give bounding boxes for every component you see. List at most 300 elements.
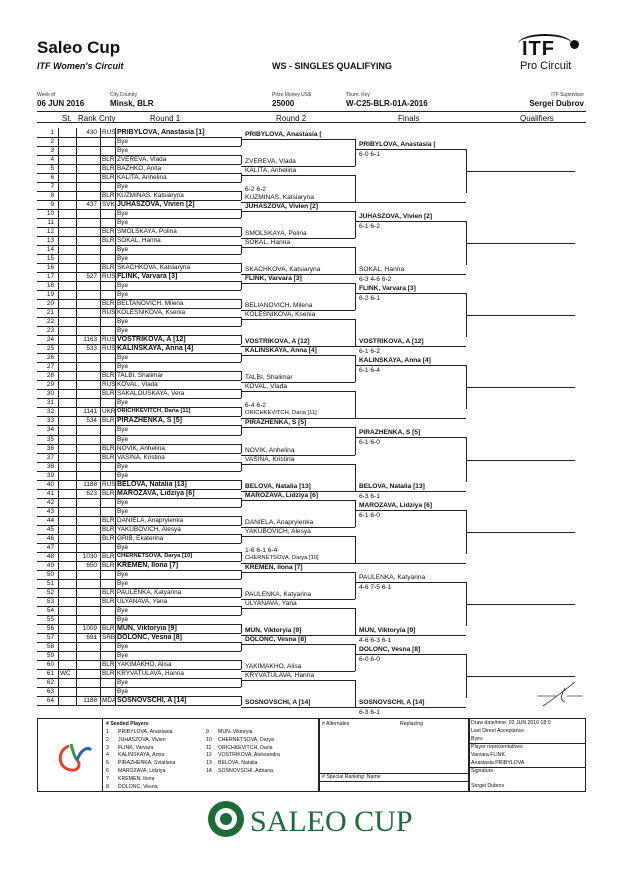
round1-player[interactable]: PAULENKA, Katyarina [117, 589, 182, 597]
signature-label: Signature [471, 768, 494, 774]
round1-player[interactable]: FLINK, Varvara [3] [117, 272, 178, 280]
round2-player[interactable]: PRIBYLOVA, Anastasia [ [245, 130, 322, 138]
round1-player[interactable]: Bye [117, 182, 129, 190]
seed-player: DOLONC, Vesna [118, 783, 158, 790]
entry-status [60, 290, 75, 299]
round1-player[interactable]: Bye [117, 580, 129, 587]
round1-player[interactable]: KRYVATULAVA, Hanna [117, 670, 184, 678]
entry-status [60, 191, 75, 200]
draw-position: 34 [46, 426, 54, 434]
draw-position: 3 [50, 146, 54, 154]
bracket-connector [241, 660, 242, 669]
round1-player[interactable]: KALINSKAYA, Anna [4] [117, 345, 194, 353]
bracket-connector [241, 227, 242, 236]
player-country: BLR [102, 534, 115, 542]
round2-player[interactable]: DOLONC, Vesna [8] [245, 636, 307, 644]
round1-player[interactable]: KOLESNIKOVA, Ksenia [117, 309, 186, 317]
bracket-connector [241, 624, 242, 633]
player-country [102, 398, 114, 407]
round1-player[interactable]: KUZMINAS, Katsiaryna [117, 191, 184, 199]
draw-position: 53 [46, 598, 54, 606]
player-rank [76, 362, 97, 371]
bracket-connector [355, 175, 356, 202]
round1-player[interactable]: KALITA, Anhelina [117, 173, 167, 181]
federation-logo-icon [55, 738, 93, 774]
finals-player[interactable]: MAROZAVA, Lidziya [6] [359, 501, 433, 509]
round2-player[interactable]: MAROZAVA, Lidziya [6] [245, 491, 319, 499]
round1-player[interactable]: SAKALOUSKAYA, Vera [117, 390, 185, 398]
entry-status [60, 678, 75, 687]
draw-position: 7 [50, 182, 54, 190]
draw-position: 41 [46, 489, 54, 497]
round1-player[interactable]: SMOLSKAYA, Polina [117, 227, 177, 235]
entry-status [60, 651, 75, 660]
round1-player[interactable]: Bye [117, 652, 129, 660]
col-qualifiers: Qualifiers [520, 114, 554, 123]
seed-number: 4 [106, 752, 109, 759]
round1-player[interactable]: KREMEN, Ilona [7] [117, 561, 179, 569]
player-country: BLR [102, 173, 115, 181]
entry-status: WC [60, 670, 71, 678]
entry-status [60, 543, 75, 552]
bracket-connector [355, 464, 356, 491]
finals-player[interactable]: JUHASZOVA, Vivien [2] [359, 212, 433, 220]
round1-player[interactable]: BELOVA, Natalia [13] [117, 480, 187, 488]
round2-line [241, 707, 355, 708]
round1-player[interactable]: Bye [117, 363, 129, 371]
player-country: BLR [102, 489, 115, 497]
bracket-connector [355, 139, 356, 166]
entry-status [60, 155, 75, 164]
round2-player[interactable]: SOKAL, Hanna [245, 238, 291, 246]
player-rank [76, 137, 97, 146]
round2-player[interactable]: SKACHKOVA, Katsiaryna [245, 265, 321, 273]
entry-status [60, 137, 75, 146]
round1-player[interactable]: Bye [117, 616, 129, 624]
player-rank [76, 678, 97, 687]
rep-1: Varvara FLINK [471, 752, 505, 758]
entry-status [60, 534, 75, 543]
saleo-emblem-icon [208, 801, 244, 837]
entry-status [60, 624, 75, 633]
bracket-connector [355, 500, 356, 527]
player-country: BLR [102, 155, 115, 163]
finals-player[interactable]: BELOVA, Natalia [13] [359, 482, 425, 490]
round2-score: 6-0 6-1 [359, 150, 380, 158]
qualifier-line [466, 460, 575, 461]
finals-player[interactable]: KALINSKAYA, Anna [4] [359, 357, 431, 365]
bracket-connector [355, 211, 356, 238]
draw-position: 6 [50, 173, 54, 181]
player-country: BLR [102, 300, 115, 308]
draw-position: 25 [46, 345, 54, 353]
round1-player[interactable]: CHERNETSOVA, Darya [10] [117, 552, 193, 559]
round2-player[interactable]: KREMEN, Ilona [7] [245, 563, 303, 571]
special-ranking-title: # Special Ranking: Name [322, 774, 381, 780]
draw-position: 64 [46, 697, 54, 705]
seed-player: ORICHKEVITCH, Daria [218, 744, 273, 751]
draw-position: 63 [46, 688, 54, 696]
entry-status [60, 489, 75, 498]
player-rank [76, 687, 97, 696]
round1-player[interactable]: Bye [117, 435, 129, 443]
round1-player[interactable]: Bye [117, 570, 129, 578]
seed-player: VOSTRIKOVA, Aleksandra [218, 752, 280, 759]
player-country [102, 543, 114, 552]
player-country: BLR [102, 444, 115, 452]
round2-score: 6-1 6-4 [359, 367, 380, 375]
draw-position: 56 [46, 625, 54, 633]
entry-status [60, 561, 75, 570]
bracket-connector [241, 552, 242, 561]
bracket-connector [241, 155, 242, 164]
round2-player[interactable]: KOVAL, Vlada [245, 383, 288, 391]
round1-player[interactable]: Bye [117, 679, 129, 687]
seed-player: SOSNOVSCHI, Adriana [218, 768, 274, 774]
round1-player[interactable]: SKACHKOVA, Katsiaryna [117, 263, 191, 271]
round1-player[interactable]: Bye [117, 218, 129, 226]
finals-player[interactable]: SOSNOVSCHI, A [14] [359, 699, 425, 707]
round1-player[interactable]: Bye [117, 146, 129, 154]
round1-player[interactable]: Bye [117, 462, 129, 470]
draw-position: 35 [46, 435, 54, 443]
entry-status [60, 263, 75, 272]
seed-number: 12 [206, 752, 212, 759]
draw-position: 42 [46, 498, 54, 506]
qualifier-line [466, 171, 575, 172]
round1-player[interactable]: Bye [117, 507, 129, 515]
seed-player: FLINK, Varvara [118, 744, 154, 751]
entry-status [60, 444, 75, 453]
round2-player[interactable]: ULYANAVA, Yana [245, 600, 297, 608]
bracket-connector [241, 588, 242, 597]
seeded-divider [102, 718, 103, 791]
signature-mark-icon [535, 680, 585, 708]
round1-player[interactable]: JUHASZOVA, Vivien [2] [117, 200, 195, 208]
seed-player: PRIBYLOVA, Anastasia [118, 729, 173, 735]
player-country: RUS [102, 128, 116, 136]
player-rank [76, 398, 97, 407]
finals-player[interactable]: MUN, Viktoryia [9] [359, 627, 416, 635]
draw-position: 58 [46, 643, 54, 651]
round1-player[interactable]: Bye [117, 643, 129, 651]
col-finals: Finals [398, 114, 420, 123]
seed-number: 14 [206, 768, 212, 774]
entry-status [60, 507, 75, 516]
bracket-connector [241, 191, 242, 200]
entry-status [60, 335, 75, 344]
round1-player[interactable]: Bye [117, 209, 129, 217]
round1-player[interactable]: NOVIK, Anhelina [117, 444, 165, 452]
seed-player: JUHASZOVA, Vivien [118, 736, 166, 743]
entry-status [60, 299, 75, 308]
round1-player[interactable]: Bye [117, 245, 129, 253]
round1-player[interactable]: Bye [117, 498, 129, 506]
round1-player[interactable]: Bye [117, 137, 129, 145]
round2-line [241, 644, 355, 645]
finals-line [355, 293, 466, 294]
round1-player[interactable]: Bye [117, 254, 129, 262]
round2-score: 6-1 6-0 [359, 511, 380, 519]
round2-player[interactable]: KALITA, Anhelina [245, 166, 297, 174]
player-country [102, 435, 114, 444]
player-country [102, 146, 114, 155]
draw-position: 50 [46, 570, 54, 578]
round1-player[interactable]: MAROZAVA, Lidziya [6] [117, 489, 195, 497]
round1-score: 6-4 6-2 [245, 402, 266, 410]
round2-player[interactable]: BELIANOVICH, Milena [245, 302, 313, 310]
player-rank [76, 462, 97, 471]
round2-player[interactable]: NOVIK, Anhelina [245, 446, 295, 454]
entry-status [60, 516, 75, 525]
entry-status [60, 371, 75, 380]
draw-position: 18 [46, 282, 54, 289]
player-rank [76, 245, 97, 254]
round1-player[interactable]: Bye [117, 471, 129, 479]
player-rank [76, 254, 97, 263]
finals-line [355, 654, 466, 655]
bracket-connector [355, 536, 356, 563]
round2-player[interactable]: PIRAZHENKA, S [5] [245, 419, 307, 427]
round1-player[interactable]: Bye [117, 607, 129, 615]
bracket-connector [241, 335, 242, 344]
seed-number: 11 [206, 744, 212, 751]
finals-line [355, 582, 466, 583]
entry-status [60, 588, 75, 597]
finals-player[interactable]: VOSTRIKOVA, A [12] [359, 338, 424, 346]
draw-position: 20 [46, 300, 54, 308]
round2-player[interactable]: YAKUBOVICH, Alesya [245, 527, 311, 535]
player-country: BLR [102, 525, 115, 533]
player-rank [76, 435, 97, 444]
round1-player[interactable]: Bye [117, 291, 129, 299]
round2-player[interactable]: KUZMINAS, Katsiaryna [245, 193, 314, 201]
finals-player[interactable]: SOKAL, Hanna [359, 265, 405, 273]
entry-status [60, 471, 75, 480]
player-country: BLR [102, 372, 115, 380]
special-ranking-underline [318, 781, 469, 782]
qualifier-line [466, 387, 575, 388]
round1-score: 6-2 6-2 [245, 185, 266, 193]
finals-player[interactable]: PAULENKA, Katyarina [359, 573, 426, 581]
draw-position: 54 [46, 607, 54, 615]
finals-player[interactable]: FLINK, Varvara [3] [359, 285, 416, 292]
draw-position: 31 [46, 399, 54, 407]
seed-number: 3 [106, 744, 109, 751]
bracket-connector [355, 680, 356, 707]
round1-player[interactable]: Bye [117, 282, 129, 289]
entry-status [60, 579, 75, 588]
entry-status [60, 480, 75, 489]
player-country [102, 579, 114, 588]
round2-player[interactable]: SOSNOVSCHI, A [14] [245, 699, 311, 707]
round2-score: 4-6 7-5 6-1 [359, 583, 392, 591]
round1-player[interactable]: DANIELA, Anapryienka [117, 516, 184, 524]
player-country [102, 281, 114, 290]
col-cnty: Cnty [99, 114, 116, 123]
round2-player[interactable]: VASINA, Kristina [245, 455, 295, 463]
round2-score: 6-3 6-1 [359, 492, 380, 500]
entry-status [60, 245, 75, 254]
finals-player[interactable]: DOLONC, Vesna [8] [359, 646, 421, 654]
finals-line [355, 365, 466, 366]
draw-position: 22 [46, 318, 54, 326]
draw-position: 10 [46, 209, 54, 217]
finals-player[interactable]: PRIBYLOVA, Anastasia [ [359, 140, 436, 148]
player-rank: 691 [86, 634, 97, 642]
player-country [102, 471, 114, 480]
round1-player[interactable]: SOKAL, Hanna [117, 236, 161, 244]
round1-player[interactable]: Bye [117, 399, 129, 407]
round1-player[interactable]: VASINA, Kristina [117, 453, 165, 461]
round1-player[interactable]: YAKIMAKHO, Alisa [117, 661, 172, 669]
player-country: RUS [102, 336, 116, 344]
player-country: BLR [102, 670, 115, 678]
finals-line [355, 510, 466, 511]
round1-player[interactable]: DOLONC, Vesna [8] [117, 634, 182, 642]
round2-player[interactable]: KOLESNIKOVA, Ksenia [245, 311, 316, 319]
round2-player[interactable]: ZVEREVA, Vlada [245, 157, 296, 165]
round1-player[interactable]: Bye [117, 327, 129, 335]
entry-status [60, 606, 75, 615]
player-country [102, 182, 114, 191]
col-st: St. [62, 114, 72, 123]
player-rank [76, 281, 97, 290]
round1-player[interactable]: ZVEREVA, Vlada [117, 155, 167, 163]
draw-position: 44 [46, 516, 54, 524]
pro-circuit-text: Pro Circuit [520, 60, 572, 72]
player-country: BLR [102, 417, 115, 425]
player-country: BLR [102, 191, 115, 199]
draw-position: 1 [50, 128, 54, 136]
bracket-connector [241, 696, 242, 705]
round2-player[interactable]: BELOVA, Natalia [13] [245, 482, 311, 490]
round2-line [241, 572, 355, 573]
finals-line [355, 707, 466, 708]
player-rank [76, 173, 97, 182]
round2-player[interactable]: VOSTRIKOVA, A [12] [245, 338, 310, 346]
round1-player[interactable]: KOVAL, Vlada [117, 381, 158, 389]
seeded-title: # Seeded Players [106, 721, 149, 727]
event-title: WS - SINGLES QUALIFYING [272, 61, 393, 71]
draw-position: 21 [46, 309, 54, 317]
bracket-connector [355, 247, 356, 274]
round2-player[interactable]: CHERNETSOVA, Darya [10] [245, 554, 319, 561]
round1-player[interactable]: Bye [117, 318, 129, 326]
finals-line [355, 491, 466, 492]
round2-player[interactable]: SMOLSKAYA, Polina [245, 229, 307, 237]
qualifier-line [466, 604, 575, 605]
round1-player[interactable]: MUN, Viktoryia [9] [117, 625, 177, 633]
player-country: RUS [102, 272, 116, 280]
round2-player[interactable]: TALBI, Shalimar [245, 374, 293, 382]
player-country [102, 317, 114, 326]
round1-player[interactable]: ULYANAVA, Yana [117, 598, 168, 606]
player-rank [76, 669, 97, 678]
seed-number: 9 [206, 729, 209, 735]
round1-player[interactable]: VOSTRIKOVA, A [12] [117, 336, 186, 344]
seed-player: PIRAZHENKA, Sviatlana [118, 760, 176, 767]
round2-line [241, 175, 355, 176]
round1-player[interactable]: BELTANOVICH, Milena [117, 300, 184, 308]
entry-status [60, 218, 75, 227]
round2-line [241, 680, 355, 681]
round2-line [241, 608, 355, 609]
round2-score: 6-1 6-2 [359, 348, 380, 356]
player-rank: 533 [86, 345, 97, 353]
player-rank [76, 642, 97, 651]
round1-player[interactable]: Bye [117, 426, 129, 434]
row-divider [37, 705, 241, 706]
draw-position: 5 [50, 164, 54, 172]
draw-position: 9 [50, 200, 54, 208]
player-rank [76, 326, 97, 335]
draw-position: 62 [46, 679, 54, 687]
player-rank [76, 588, 97, 597]
player-country: BLR [102, 453, 115, 461]
bracket-connector [241, 516, 242, 525]
round1-player[interactable]: Bye [117, 688, 129, 696]
draw-position: 48 [46, 552, 54, 560]
round1-player[interactable]: PRIBYLOVA, Anastasia [1] [117, 128, 205, 136]
round1-player[interactable]: SOSNOVSCHI, A [14] [117, 697, 187, 705]
round2-player[interactable]: DANIELA, Anapryienka [245, 518, 314, 526]
round1-player[interactable]: BAZHKO, Anita [117, 164, 162, 172]
round1-player[interactable]: ORICHKEVITCH, Daria [11] [117, 408, 191, 415]
round1-player[interactable]: TALBI, Shalimar [117, 372, 164, 380]
round2-player[interactable]: JUHASZOVA, Vivien [2] [245, 202, 319, 210]
round2-line [241, 355, 355, 356]
player-rank: 650 [86, 561, 97, 569]
round1-player[interactable]: GRIB, Ekaterina [117, 534, 164, 542]
round2-player[interactable]: YAKIMAKHO, Alisa [245, 663, 302, 671]
round2-player[interactable]: MUN, Viktoryia [9] [245, 627, 302, 635]
entry-status [60, 200, 75, 209]
player-country: BLR [102, 164, 115, 172]
draw-position: 8 [50, 191, 54, 199]
itf-logo-text: ITF [522, 38, 555, 60]
player-country [102, 425, 114, 434]
round2-player[interactable]: ORICHKEVITCH, Daria [11] [245, 410, 317, 417]
bracket-connector [241, 480, 242, 489]
round1-player[interactable]: YAKUBOVICH, Alesya [117, 525, 181, 533]
round2-player[interactable]: PAULENKA, Katyarina [245, 591, 312, 599]
round1-player[interactable]: Bye [117, 354, 129, 362]
player-country: BLR [102, 598, 115, 606]
lda-label: Last Direct Acceptance [471, 728, 525, 734]
entry-status [60, 597, 75, 606]
round2-score: 6-3 6-1 [359, 709, 380, 717]
bracket-connector [241, 371, 242, 380]
bracket-connector [355, 608, 356, 635]
player-rank [76, 498, 97, 507]
player-country [102, 353, 114, 362]
round2-player[interactable]: KRYVATULAVA, Hanna [245, 672, 315, 680]
draw-position: 29 [46, 381, 54, 389]
finals-line [355, 437, 466, 438]
round1-player[interactable]: Bye [117, 543, 129, 551]
finals-player[interactable]: PIRAZHENKA, S [5] [359, 429, 421, 437]
seed-number: 6 [106, 768, 109, 774]
round2-player[interactable]: KALINSKAYA, Anna [4] [245, 347, 317, 355]
finals-line [355, 221, 466, 222]
round1-player[interactable]: PIRAZHENKA, S [5] [117, 417, 182, 425]
draw-position: 32 [46, 408, 54, 416]
round2-player[interactable]: FLINK, Varvara [3] [245, 275, 302, 282]
supervisor-value: Sergei Dubrov [529, 99, 584, 108]
draw-position: 11 [47, 218, 54, 226]
player-rank [76, 597, 97, 606]
